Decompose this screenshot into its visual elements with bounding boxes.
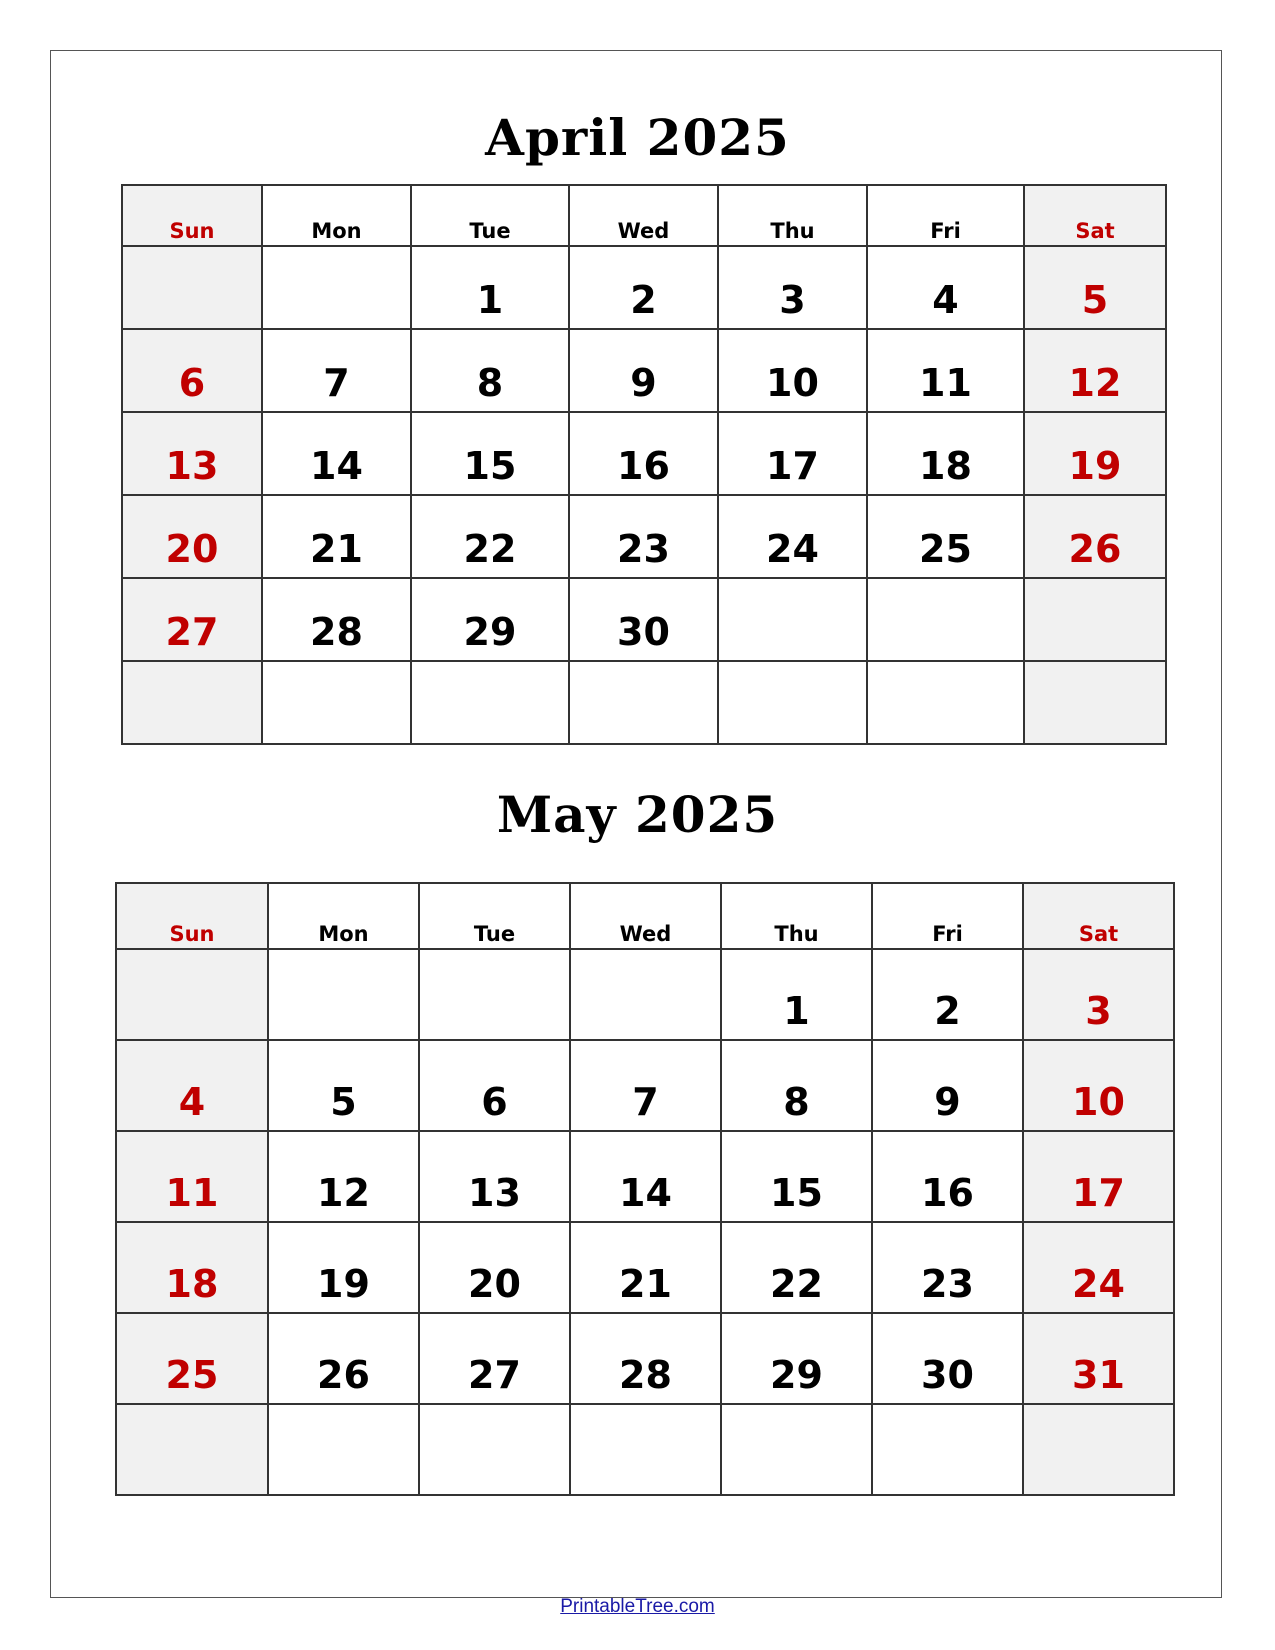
weekday-header-tue: Tue	[419, 883, 570, 949]
weekday-header-sat: Sat	[1023, 883, 1174, 949]
may-day-6: 6	[419, 1040, 570, 1131]
empty-day-cell	[262, 661, 411, 744]
may-day-1: 1	[721, 949, 872, 1040]
may-day-17: 17	[1023, 1131, 1174, 1222]
april-day-17: 17	[718, 412, 867, 495]
april-day-5: 5	[1024, 246, 1166, 329]
april-day-23: 23	[569, 495, 718, 578]
weekday-header-fri: Fri	[872, 883, 1023, 949]
weekday-header-wed: Wed	[569, 185, 718, 246]
week-row	[122, 495, 1166, 578]
april-day-30: 30	[569, 578, 718, 661]
april-day-27: 27	[122, 578, 262, 661]
april-day-16: 16	[569, 412, 718, 495]
weekday-header-mon: Mon	[268, 883, 419, 949]
empty-day-cell	[116, 1404, 268, 1495]
empty-day-cell	[122, 661, 262, 744]
may-day-12: 12	[268, 1131, 419, 1222]
april-day-26: 26	[1024, 495, 1166, 578]
may-day-19: 19	[268, 1222, 419, 1313]
may-day-23: 23	[872, 1222, 1023, 1313]
weekday-header-sun: Sun	[122, 185, 262, 246]
empty-day-cell	[569, 661, 718, 744]
empty-day-cell	[570, 1404, 721, 1495]
april-day-9: 9	[569, 329, 718, 412]
weekday-header-wed: Wed	[570, 883, 721, 949]
week-row	[122, 329, 1166, 412]
april-day-19: 19	[1024, 412, 1166, 495]
empty-day-cell	[262, 246, 411, 329]
may-day-8: 8	[721, 1040, 872, 1131]
april-day-12: 12	[1024, 329, 1166, 412]
may-day-3: 3	[1023, 949, 1174, 1040]
empty-day-cell	[1024, 578, 1166, 661]
weekday-header-thu: Thu	[721, 883, 872, 949]
may-day-9: 9	[872, 1040, 1023, 1131]
weekday-header-mon: Mon	[262, 185, 411, 246]
empty-day-cell	[570, 949, 721, 1040]
week-row	[116, 949, 1174, 1040]
week-row	[122, 578, 1166, 661]
may-day-18: 18	[116, 1222, 268, 1313]
month-title-april: April 2025	[485, 108, 790, 167]
month-title-may: May 2025	[496, 785, 779, 844]
may-day-13: 13	[419, 1131, 570, 1222]
may-day-31: 31	[1023, 1313, 1174, 1404]
empty-day-cell	[721, 1404, 872, 1495]
april-day-28: 28	[262, 578, 411, 661]
calendar-grid-may	[115, 882, 1175, 1496]
may-day-21: 21	[570, 1222, 721, 1313]
week-row	[122, 412, 1166, 495]
april-day-4: 4	[867, 246, 1024, 329]
may-day-15: 15	[721, 1131, 872, 1222]
april-day-11: 11	[867, 329, 1024, 412]
empty-day-cell	[122, 246, 262, 329]
april-day-22: 22	[411, 495, 569, 578]
printabletree-link[interactable]: PrintableTree.com	[560, 1596, 715, 1617]
april-day-20: 20	[122, 495, 262, 578]
april-day-6: 6	[122, 329, 262, 412]
empty-day-cell	[1024, 661, 1166, 744]
april-day-8: 8	[411, 329, 569, 412]
april-day-21: 21	[262, 495, 411, 578]
week-row	[116, 1313, 1174, 1404]
may-day-24: 24	[1023, 1222, 1174, 1313]
weekday-header-tue: Tue	[411, 185, 569, 246]
empty-day-cell	[411, 661, 569, 744]
empty-day-cell	[419, 1404, 570, 1495]
week-row	[116, 1040, 1174, 1131]
april-day-14: 14	[262, 412, 411, 495]
week-row	[116, 1131, 1174, 1222]
april-day-18: 18	[867, 412, 1024, 495]
may-day-29: 29	[721, 1313, 872, 1404]
empty-day-cell	[1023, 1404, 1174, 1495]
empty-day-cell	[718, 578, 867, 661]
april-day-7: 7	[262, 329, 411, 412]
may-day-14: 14	[570, 1131, 721, 1222]
april-day-1: 1	[411, 246, 569, 329]
may-day-11: 11	[116, 1131, 268, 1222]
empty-day-cell	[867, 578, 1024, 661]
april-day-15: 15	[411, 412, 569, 495]
may-day-25: 25	[116, 1313, 268, 1404]
week-row	[116, 1222, 1174, 1313]
week-row	[122, 661, 1166, 744]
may-day-26: 26	[268, 1313, 419, 1404]
weekday-header-fri: Fri	[867, 185, 1024, 246]
may-day-27: 27	[419, 1313, 570, 1404]
may-day-5: 5	[268, 1040, 419, 1131]
empty-day-cell	[116, 949, 268, 1040]
may-day-20: 20	[419, 1222, 570, 1313]
april-day-3: 3	[718, 246, 867, 329]
may-day-22: 22	[721, 1222, 872, 1313]
april-day-24: 24	[718, 495, 867, 578]
april-day-13: 13	[122, 412, 262, 495]
may-day-28: 28	[570, 1313, 721, 1404]
april-day-2: 2	[569, 246, 718, 329]
may-day-16: 16	[872, 1131, 1023, 1222]
may-day-10: 10	[1023, 1040, 1174, 1131]
weekday-header-sat: Sat	[1024, 185, 1166, 246]
week-row	[122, 246, 1166, 329]
april-day-25: 25	[867, 495, 1024, 578]
weekday-header-thu: Thu	[718, 185, 867, 246]
empty-day-cell	[867, 661, 1024, 744]
may-day-4: 4	[116, 1040, 268, 1131]
april-day-10: 10	[718, 329, 867, 412]
empty-day-cell	[718, 661, 867, 744]
empty-day-cell	[268, 949, 419, 1040]
weekday-header-sun: Sun	[116, 883, 268, 949]
may-day-30: 30	[872, 1313, 1023, 1404]
empty-day-cell	[872, 1404, 1023, 1495]
may-day-7: 7	[570, 1040, 721, 1131]
empty-day-cell	[419, 949, 570, 1040]
calendar-grid-april	[121, 184, 1167, 745]
week-row	[116, 1404, 1174, 1495]
april-day-29: 29	[411, 578, 569, 661]
empty-day-cell	[268, 1404, 419, 1495]
may-day-2: 2	[872, 949, 1023, 1040]
